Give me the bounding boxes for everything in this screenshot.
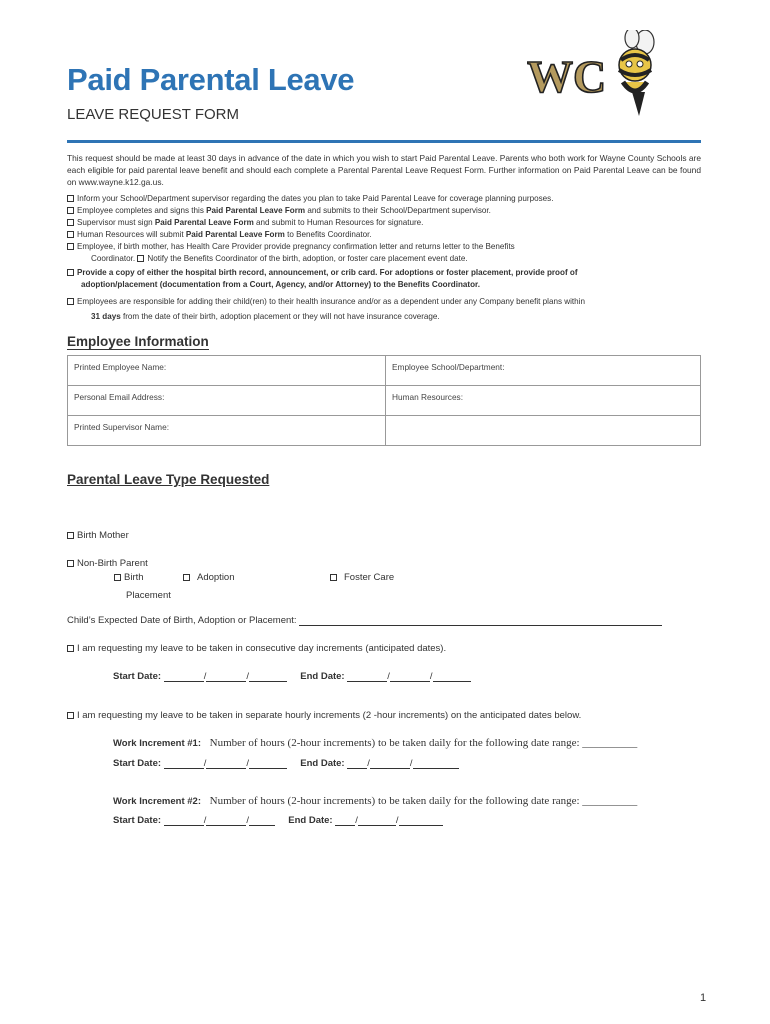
- start-month-input[interactable]: [164, 815, 204, 826]
- step-item: Employee, if birth mother, has Health Care Provider provide pregnancy confirmation letter and returns letter to the Benefits: [67, 242, 515, 251]
- checkbox-icon[interactable]: [67, 560, 74, 567]
- start-year-input[interactable]: [249, 815, 275, 826]
- checkbox-icon: [67, 231, 74, 238]
- end-year-input[interactable]: [433, 671, 471, 682]
- start-month-input[interactable]: [164, 758, 204, 769]
- checkbox-icon[interactable]: [114, 574, 121, 581]
- expected-date-row: Child’s Expected Date of Birth, Adoption or Placement:: [67, 615, 662, 626]
- end-day-input[interactable]: [390, 671, 430, 682]
- birth-placement-option[interactable]: Birth: [114, 572, 144, 583]
- expected-date-input[interactable]: [299, 615, 662, 626]
- checkbox-icon: [67, 298, 74, 305]
- hourly-option[interactable]: I am requesting my leave to be taken in separate hourly increments (2 -hour increments) on the anticipated dates below.: [67, 710, 581, 721]
- checkbox-icon: [67, 219, 74, 226]
- work-increment-2-dates: Start Date: / / End Date: / /: [113, 815, 443, 826]
- checkbox-icon[interactable]: [67, 645, 74, 652]
- end-month-input[interactable]: [335, 815, 355, 826]
- step-item: Supervisor must sign Paid Parental Leave Form and submit to Human Resources for signature.: [67, 218, 423, 227]
- start-day-input[interactable]: [206, 758, 246, 769]
- end-year-input[interactable]: [413, 758, 459, 769]
- work-increment-2-row: Work Increment #2: Number of hours (2-hour increments) to be taken daily for the following date range: __________: [113, 795, 638, 807]
- step-item: Employees are responsible for adding their child(ren) to their health insurance and/or as a dependent under any Company benefit plans within: [67, 297, 585, 306]
- consecutive-dates-row: Start Date: / / End Date: / /: [113, 671, 471, 682]
- end-month-input[interactable]: [347, 758, 367, 769]
- email-field[interactable]: Personal Email Address:: [68, 386, 386, 416]
- hr-field[interactable]: Human Resources:: [386, 386, 701, 416]
- step-item-continued: Coordinator. Notify the Benefits Coordinator of the birth, adoption, or foster care placement event date.: [91, 254, 468, 263]
- blank-field[interactable]: [386, 416, 701, 446]
- checkbox-icon[interactable]: [67, 532, 74, 539]
- end-month-input[interactable]: [347, 671, 387, 682]
- printed-name-field[interactable]: Printed Employee Name:: [68, 356, 386, 386]
- school-logo: [527, 30, 662, 122]
- adoption-option[interactable]: Adoption: [183, 572, 235, 583]
- page-subtitle: LEAVE REQUEST FORM: [67, 106, 239, 123]
- end-day-input[interactable]: [370, 758, 410, 769]
- checkbox-icon: [67, 195, 74, 202]
- leave-type-heading: Parental Leave Type Requested: [67, 472, 270, 487]
- school-dept-field[interactable]: Employee School/Department:: [386, 356, 701, 386]
- checkbox-icon: [67, 207, 74, 214]
- foster-care-option[interactable]: Foster Care: [330, 572, 394, 583]
- page-title: Paid Parental Leave: [67, 62, 355, 97]
- step-item: Provide a copy of either the hospital birth record, announcement, or crib card. For adoptions or foster placement, provide proof of: [67, 268, 578, 277]
- svg-text:WC: WC: [527, 51, 607, 102]
- step-item-continued: adoption/placement (documentation from a Court, Agency, and/or Attorney) to the Benefits Coordinator.: [81, 280, 481, 289]
- work-increment-1-row: Work Increment #1: Number of hours (2-hour increments) to be taken daily for the following date range: __________: [113, 737, 638, 749]
- start-year-input[interactable]: [249, 758, 287, 769]
- bee-mascot-icon: [619, 30, 654, 116]
- start-day-input[interactable]: [206, 671, 246, 682]
- work-increment-2-text[interactable]: Number of hours (2-hour increments) to be taken daily for the following date range: __________: [209, 795, 638, 807]
- work-increment-1-text[interactable]: Number of hours (2-hour increments) to be taken daily for the following date range: __________: [209, 737, 638, 749]
- page-number: 1: [700, 992, 707, 1004]
- intro-paragraph: This request should be made at least 30 days in advance of the date in which you wish to start Paid Parental Leave. Parents who both work for Wayne County Schools are each eligible for paid parental leave benefit and should each complete a Parental Parental Leave Request Form. Further information on Paid Parental Leave can be found on www.wayne.k12.ga.us.: [67, 153, 701, 187]
- step-item: Human Resources will submit Paid Parental Leave Form to Benefits Coordinator.: [67, 230, 372, 239]
- checkbox-icon: [137, 255, 144, 262]
- non-birth-parent-option[interactable]: Non-Birth Parent: [67, 558, 148, 569]
- checkbox-icon[interactable]: [67, 712, 74, 719]
- step-item-continued: 31 days from the date of their birth, adoption placement or they will not have insurance coverage.: [91, 312, 440, 321]
- supervisor-name-field[interactable]: Printed Supervisor Name:: [68, 416, 386, 446]
- start-month-input[interactable]: [164, 671, 204, 682]
- birth-mother-option[interactable]: Birth Mother: [67, 530, 129, 541]
- start-day-input[interactable]: [206, 815, 246, 826]
- checkbox-icon: [67, 243, 74, 250]
- work-increment-1-dates: Start Date: / / End Date: / /: [113, 758, 459, 769]
- header-divider: [67, 140, 701, 143]
- step-item: Inform your School/Department supervisor regarding the dates you plan to take Paid Parental Leave for coverage planning purposes.: [67, 194, 553, 203]
- end-year-input[interactable]: [399, 815, 443, 826]
- employee-info-table: [67, 355, 701, 446]
- checkbox-icon[interactable]: [183, 574, 190, 581]
- placement-label: Placement: [126, 590, 171, 601]
- checkbox-icon: [67, 269, 74, 276]
- end-day-input[interactable]: [358, 815, 396, 826]
- checkbox-icon[interactable]: [330, 574, 337, 581]
- employee-info-heading: Employee Information: [67, 334, 209, 349]
- start-year-input[interactable]: [249, 671, 287, 682]
- consecutive-option[interactable]: I am requesting my leave to be taken in consecutive day increments (anticipated dates).: [67, 643, 446, 654]
- step-item: Employee completes and signs this Paid Parental Leave Form and submits to their School/Department supervisor.: [67, 206, 491, 215]
